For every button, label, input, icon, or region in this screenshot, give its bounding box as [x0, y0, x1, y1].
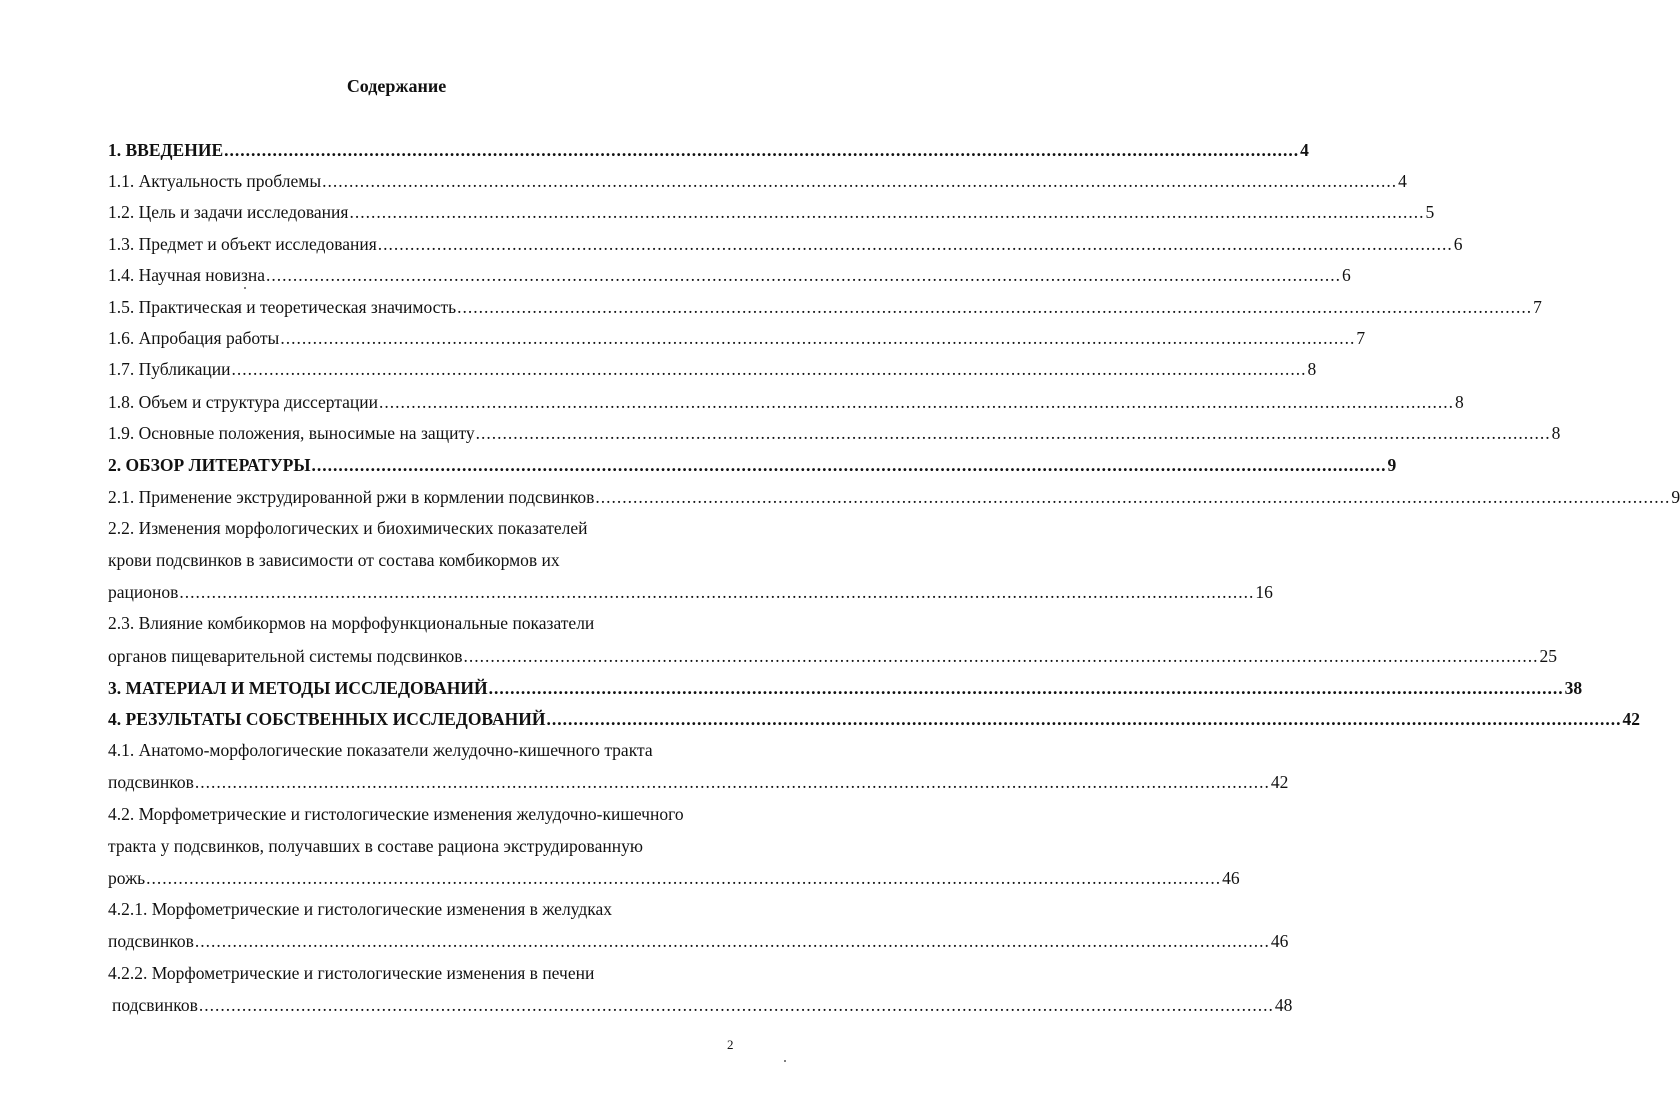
toc-entry-label: 1.9. Основные положения, выносимые на защиту	[108, 423, 475, 443]
toc-leader-dots: ........................................................................................................................................................................................................	[457, 297, 1533, 317]
toc-entry	[108, 645, 1557, 667]
toc-entry-page: 8	[1307, 359, 1317, 379]
scan-speck	[784, 1060, 786, 1062]
toc-entry-page: 25	[1539, 646, 1557, 666]
toc-leader-dots: ........................................................................................................................................................................................................	[475, 423, 1551, 443]
toc-entry-label: 1.8. Объем и структура диссертации	[108, 392, 378, 412]
toc-entry-page: 9	[1387, 455, 1397, 475]
toc-entry-label: 1. ВВЕДЕНИЕ	[108, 140, 224, 160]
toc-entry-label: 1.4. Научная новизна	[108, 265, 266, 285]
toc-entry-label: 4.2.1. Морфометрические и гистологические изменения в желудках	[108, 899, 612, 919]
toc-leader-dots: ........................................................................................................................................................................................................	[311, 455, 1387, 475]
toc-leader-dots: ........................................................................................................................................................................................................	[463, 646, 1539, 666]
toc-leader-dots: ........................................................................................................................................................................................................	[194, 931, 1270, 951]
toc-entry	[108, 454, 1397, 476]
toc-leader-dots: ........................................................................................................................................................................................................	[179, 582, 1255, 602]
toc-entry	[108, 486, 1680, 508]
toc-leader-dots: ........................................................................................................................................................................................................	[231, 359, 1307, 379]
toc-entry	[108, 170, 1407, 192]
toc-entry	[108, 771, 1289, 793]
toc-entry-label: рационов	[108, 582, 179, 602]
toc-entry-page: 4	[1300, 140, 1309, 160]
toc-entry	[108, 867, 1240, 889]
toc-entry-label: 4. РЕЗУЛЬТАТЫ СОБСТВЕННЫХ ИССЛЕДОВАНИЙ	[108, 709, 546, 729]
toc-entry	[108, 677, 1583, 699]
toc-entry-page: 6	[1342, 265, 1351, 285]
page-title: Содержание	[346, 76, 447, 96]
toc-leader-dots: ........................................................................................................................................................................................................	[198, 995, 1274, 1015]
toc-entry	[108, 264, 1351, 286]
toc-entry	[108, 201, 1435, 223]
toc-entry-page: 38	[1564, 678, 1583, 698]
toc-entry	[108, 391, 1464, 413]
toc-entry-label: 1.3. Предмет и объект исследования	[108, 234, 377, 254]
toc-entry	[108, 708, 1640, 730]
toc-entry-page: 42	[1270, 772, 1289, 792]
toc-entry-page: 8	[1455, 392, 1464, 412]
toc-entry-label: органов пищеварительной системы подсвинков	[108, 646, 463, 666]
toc-entry-label: 4.1. Анатомо-морфологические показатели желудочно-кишечного тракта	[108, 740, 653, 760]
toc-entry	[108, 422, 1561, 444]
toc-leader-dots: ........................................................................................................................................................................................................	[322, 171, 1398, 191]
toc-entry	[108, 358, 1317, 380]
toc-entry	[108, 233, 1463, 255]
toc-entry	[108, 296, 1542, 318]
toc-entry-label: 2.1. Применение экструдированной ржи в кормлении подсвинков	[108, 487, 595, 507]
toc-entry-label: 2.3. Влияние комбикормов на морфофункциональные показатели	[108, 613, 595, 633]
toc-entry	[112, 994, 1293, 1016]
toc-entry	[108, 581, 1273, 603]
toc-entry-page: 7	[1533, 297, 1542, 317]
toc-entry-label: 1.2. Цель и задачи исследования	[108, 202, 349, 222]
toc-entry-label: 2. ОБЗОР ЛИТЕРАТУРЫ	[108, 455, 311, 475]
toc-entry	[108, 139, 1309, 161]
toc-leader-dots: ........................................................................................................................................................................................................	[349, 202, 1425, 222]
toc-entry-page: 46	[1222, 868, 1240, 888]
toc-leader-dots: ........................................................................................................................................................................................................	[280, 328, 1356, 348]
toc-leader-dots: ........................................................................................................................................................................................................	[194, 772, 1270, 792]
toc-entry-page: 5	[1425, 202, 1435, 222]
toc-leader-dots: ........................................................................................................................................................................................................	[377, 234, 1453, 254]
toc-entry-page: 4	[1398, 171, 1407, 191]
page-number: 2	[727, 1037, 734, 1052]
toc-leader-dots: ........................................................................................................................................................................................................	[379, 392, 1454, 412]
toc-entry-page: 8	[1551, 423, 1561, 443]
toc-entry-label: 1.1. Актуальность проблемы	[108, 171, 322, 191]
toc-entry-label: крови подсвинков в зависимости от состава комбикормов их	[108, 550, 560, 570]
toc-entry-label: 2.2. Изменения морфологических и биохимических показателей	[108, 518, 588, 538]
toc-leader-dots: ........................................................................................................................................................................................................	[595, 487, 1671, 507]
toc-entry-page: 16	[1255, 582, 1273, 602]
toc-leader-dots: ........................................................................................................................................................................................................	[266, 265, 1342, 285]
toc-entry-label: 4.2. Морфометрические и гистологические изменения желудочно-кишечного	[108, 804, 684, 824]
toc-entry-page: 42	[1622, 709, 1640, 729]
toc-entry-label: подсвинков	[108, 931, 194, 951]
toc-entry-label: 4.2.2. Морфометрические и гистологические изменения в печени	[108, 963, 595, 983]
toc-entry-label: рожь	[108, 868, 146, 888]
scan-speck	[244, 287, 246, 289]
toc-entry-page: 9	[1671, 487, 1680, 507]
toc-entry-label: 1.7. Публикации	[108, 359, 231, 379]
toc-entry-page: 6	[1453, 234, 1463, 254]
toc-entry-label: подсвинков	[112, 995, 198, 1015]
toc-entry-label: тракта у подсвинков, получавших в составе рациона экструдированную	[108, 836, 643, 856]
toc-leader-dots: ........................................................................................................................................................................................................	[224, 140, 1300, 160]
toc-entry-label: подсвинков	[108, 772, 194, 792]
toc-leader-dots: ........................................................................................................................................................................................................	[546, 709, 1622, 729]
toc-entry-page: 7	[1356, 328, 1366, 348]
toc-entry-label: 1.6. Апробация работы	[108, 328, 280, 348]
toc-entry-label: 1.5. Практическая и теоретическая значимость	[108, 297, 457, 317]
toc-entry	[108, 327, 1366, 349]
toc-entry-page: 46	[1270, 931, 1289, 951]
toc-entry-label: 3. МАТЕРИАЛ И МЕТОДЫ ИССЛЕДОВАНИЙ	[108, 678, 488, 698]
toc-entry	[108, 930, 1289, 952]
toc-leader-dots: ........................................................................................................................................................................................................	[146, 868, 1222, 888]
toc-leader-dots: ........................................................................................................................................................................................................	[488, 678, 1564, 698]
toc-entry-page: 48	[1274, 995, 1293, 1015]
